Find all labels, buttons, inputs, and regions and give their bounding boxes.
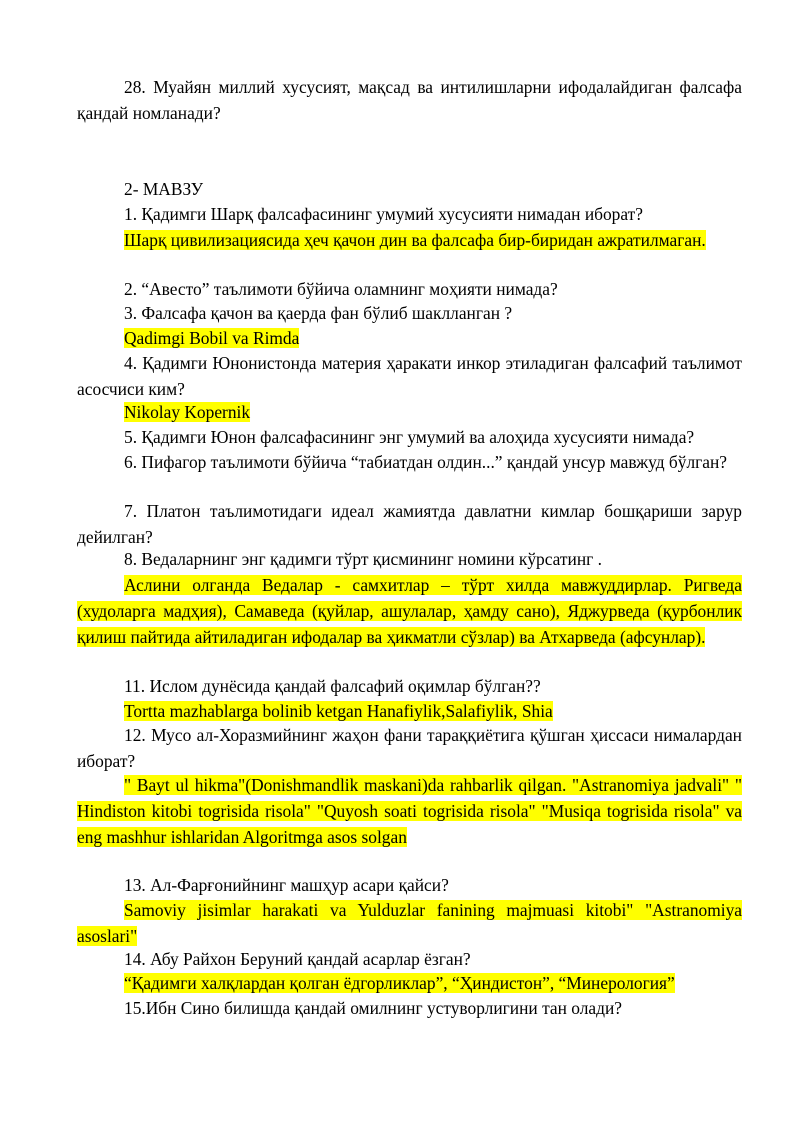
question-12: 12. Мусо ал-Хоразмийнинг жаҳон фани тараққиётига қўшган ҳиссаси нималардан иборат? — [77, 725, 742, 771]
question-8: 8. Ведаларнинг энг қадимги тўрт қисмининг номини кўрсатинг . — [124, 549, 602, 569]
question-6: 6. Пифагор таълимоти бўйича “табиатдан олдин...” қандай унсур мавжуд бўлган? — [124, 452, 728, 472]
question-3: 3. Фалсафа қачон ва қаерда фан бўлиб шаклланган ? — [124, 303, 513, 323]
answer-13: Samoviy jisimlar harakati va Yulduzlar fanining majmuasi kitobi" "Astranomiya asoslari" — [77, 900, 742, 946]
answer-14: “Қадимги халқлардан қолган ёдгорликлар”, “Ҳиндистон”, “Минерология” — [124, 973, 675, 993]
answer-12: " Bayt ul hikma"(Donishmandlik maskani)da rahbarlik qilgan. "Astranomiya jadvali" " Hindiston kitobi togrisida risola" "Quyosh soati togrisida risola" "Musiqa togrisida risola" va eng mashhur ishlaridan Algoritmga asos solgan — [77, 775, 742, 847]
question-2: 2. “Авесто” таълимоти бўйича оламнинг моҳияти нимада? — [124, 279, 558, 299]
question-11: 11. Ислом дунёсида қандай фалсафий оқимлар бўлган?? — [124, 676, 541, 696]
question-7: 7. Платон таълимотидаги идеал жамиятда давлатни кимлар бошқариши зарур дейилган? — [77, 501, 742, 547]
question-13: 13. Ал-Фарғонийнинг машҳур асари қайси? — [124, 875, 449, 895]
question-1: 1. Қадимги Шарқ фалсафасининг умумий хусусияти нимадан иборат? — [124, 204, 643, 224]
answer-1: Шарқ цивилизациясида ҳеч қачон дин ва фалсафа бир-биридан ажратилмаган. — [124, 230, 706, 250]
answer-11: Tortta mazhablarga bolinib ketgan Hanafiylik,Salafiylik, Shia — [124, 701, 553, 721]
answer-3: Qadimgi Bobil va Rimda — [124, 328, 300, 348]
section-title: 2- МАВЗУ — [124, 179, 204, 199]
answer-8: Аслини олганда Ведалар - самхитлар – тўрт хилда мавжуддирлар. Ригведа (худоларга мадҳия), Самаведа (қуйлар, ашулалар, ҳамду сано), Яджурведа (қурбонлик қилиш пайтида айтиладиган ифодалар ва ҳикматли сўзлар) ва Атхарведа (афсунлар). — [77, 575, 742, 647]
question-5: 5. Қадимги Юнон фалсафасининг энг умумий ва алоҳида хусусияти нимада? — [124, 427, 695, 447]
question-28: 28. Муайян миллий хусусият, мақсад ва интилишларни ифодалайдиган фалсафа қандай номланади? — [77, 77, 742, 123]
answer-4: Nikolay Kopernik — [124, 402, 251, 422]
question-15: 15.Ибн Сино билишда қандай омилнинг устуворлигини тан олади? — [124, 998, 622, 1018]
question-4: 4. Қадимги Юнонистонда материя ҳаракати инкор этиладиган фалсафий таълимот асосчиси ким? — [77, 353, 742, 399]
question-14: 14. Абу Райхон Беруний қандай асарлар ёзган? — [124, 949, 471, 969]
